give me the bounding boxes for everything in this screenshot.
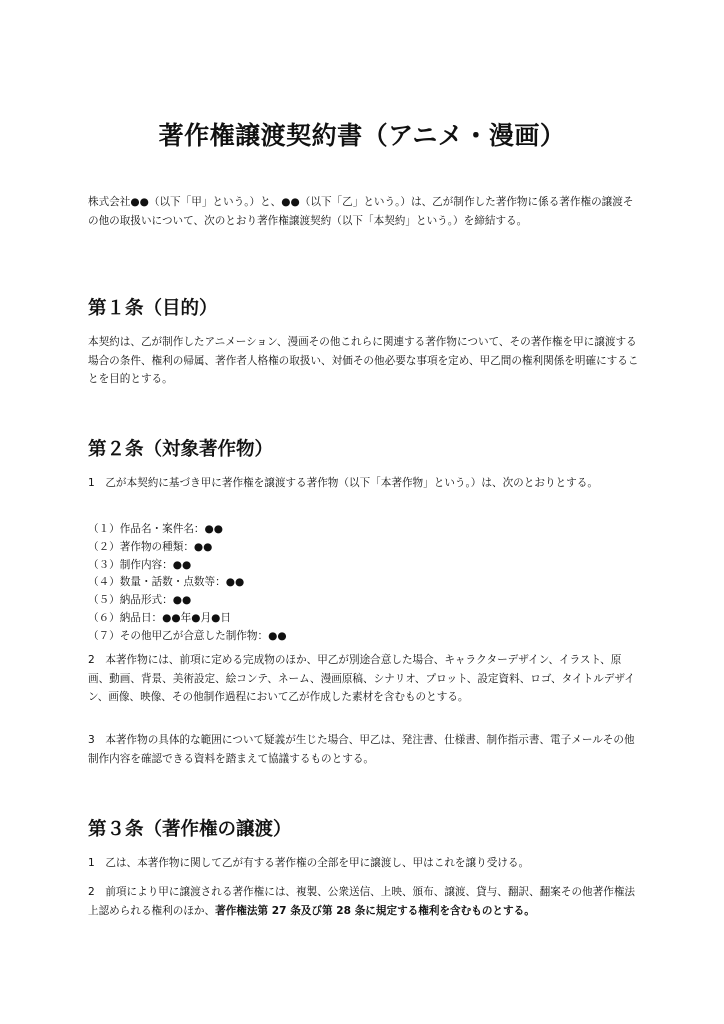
list-item: （７）その他甲乙が合意した制作物：●● <box>88 629 287 642</box>
list-item: （１）作品名・案件名：●● <box>88 523 224 535</box>
article-2-clause-1: 1 乙が本契約に基づき甲に著作権を譲渡する著作物（以下「本著作物」という。）は、次のとおりとする。 <box>88 477 598 489</box>
article-2-heading: 第２条（対象著作物） <box>88 439 274 460</box>
article-3-clause-1: 1 乙は、本著作物に関して乙が有する著作権の全部を甲に譲渡し、甲はこれを譲り受ける。 <box>88 857 530 869</box>
article-1-heading: 第１条（目的） <box>88 298 218 319</box>
article-3-clause-2-text: 2 前項により甲に譲渡される著作権には、複製、公衆送信、上映、頒布、譲渡、貸与、翻訳、翻案その他著作権法上認められる権利のほか、 <box>88 886 636 917</box>
article-2-clause-2: 2 本著作物には、前項に定める完成物のほか、甲乙が別途合意した場合、キャラクターデザイン、イラスト、原画、動画、背景、美術設定、絵コンテ、ネーム、漫画原稿、シナリオ、プロット、設定資料、ロゴ、タイトルデザイン、画像、映像、その他制作過程において乙が作成した素材を含むものとする。 <box>88 654 635 703</box>
preamble-paragraph: 株式会社●●（以下「甲」という。）と、●●（以下「乙」という。）は、乙が制作した著作物に係る著作権の譲渡その他の取扱いについて、次のとおり著作権譲渡契約（以下「本契約」という。）を締結する。 <box>88 196 634 227</box>
article-2-clause-3: 3 本著作物の具体的な範囲について疑義が生じた場合、甲乙は、発注書、仕様書、制作指示書、電子メールその他制作内容を確認できる資料を踏まえて協議するものとする。 <box>88 734 635 765</box>
list-item: （５）納品形式：●● <box>88 594 192 607</box>
article-3-heading: 第３条（著作権の譲渡） <box>88 819 292 840</box>
article-2-item-list <box>88 521 640 646</box>
article-3-clause-2-bold-text: 著作権法第 27 条及び第 28 条に規定する権利を含むものとする。 <box>215 904 535 917</box>
list-item: （４）数量・話数・点数等：●● <box>88 576 245 589</box>
list-item: （３）制作内容：●● <box>88 558 192 571</box>
list-item: （２）著作物の種類：●● <box>88 540 213 553</box>
list-item: （６）納品日：●●年●月●日 <box>88 611 231 624</box>
article-3-clause-2 <box>88 883 640 920</box>
article-1-body: 本契約は、乙が制作したアニメーション、漫画その他これらに関連する著作物について、その著作権を甲に譲渡する場合の条件、権利の帰属、著作者人格権の取扱い、対価その他必要な事項を定め、甲乙間の権利関係を明確にすることを目的とする。 <box>88 336 639 385</box>
document-title: 著作権譲渡契約書（アニメ・漫画） <box>158 121 566 150</box>
